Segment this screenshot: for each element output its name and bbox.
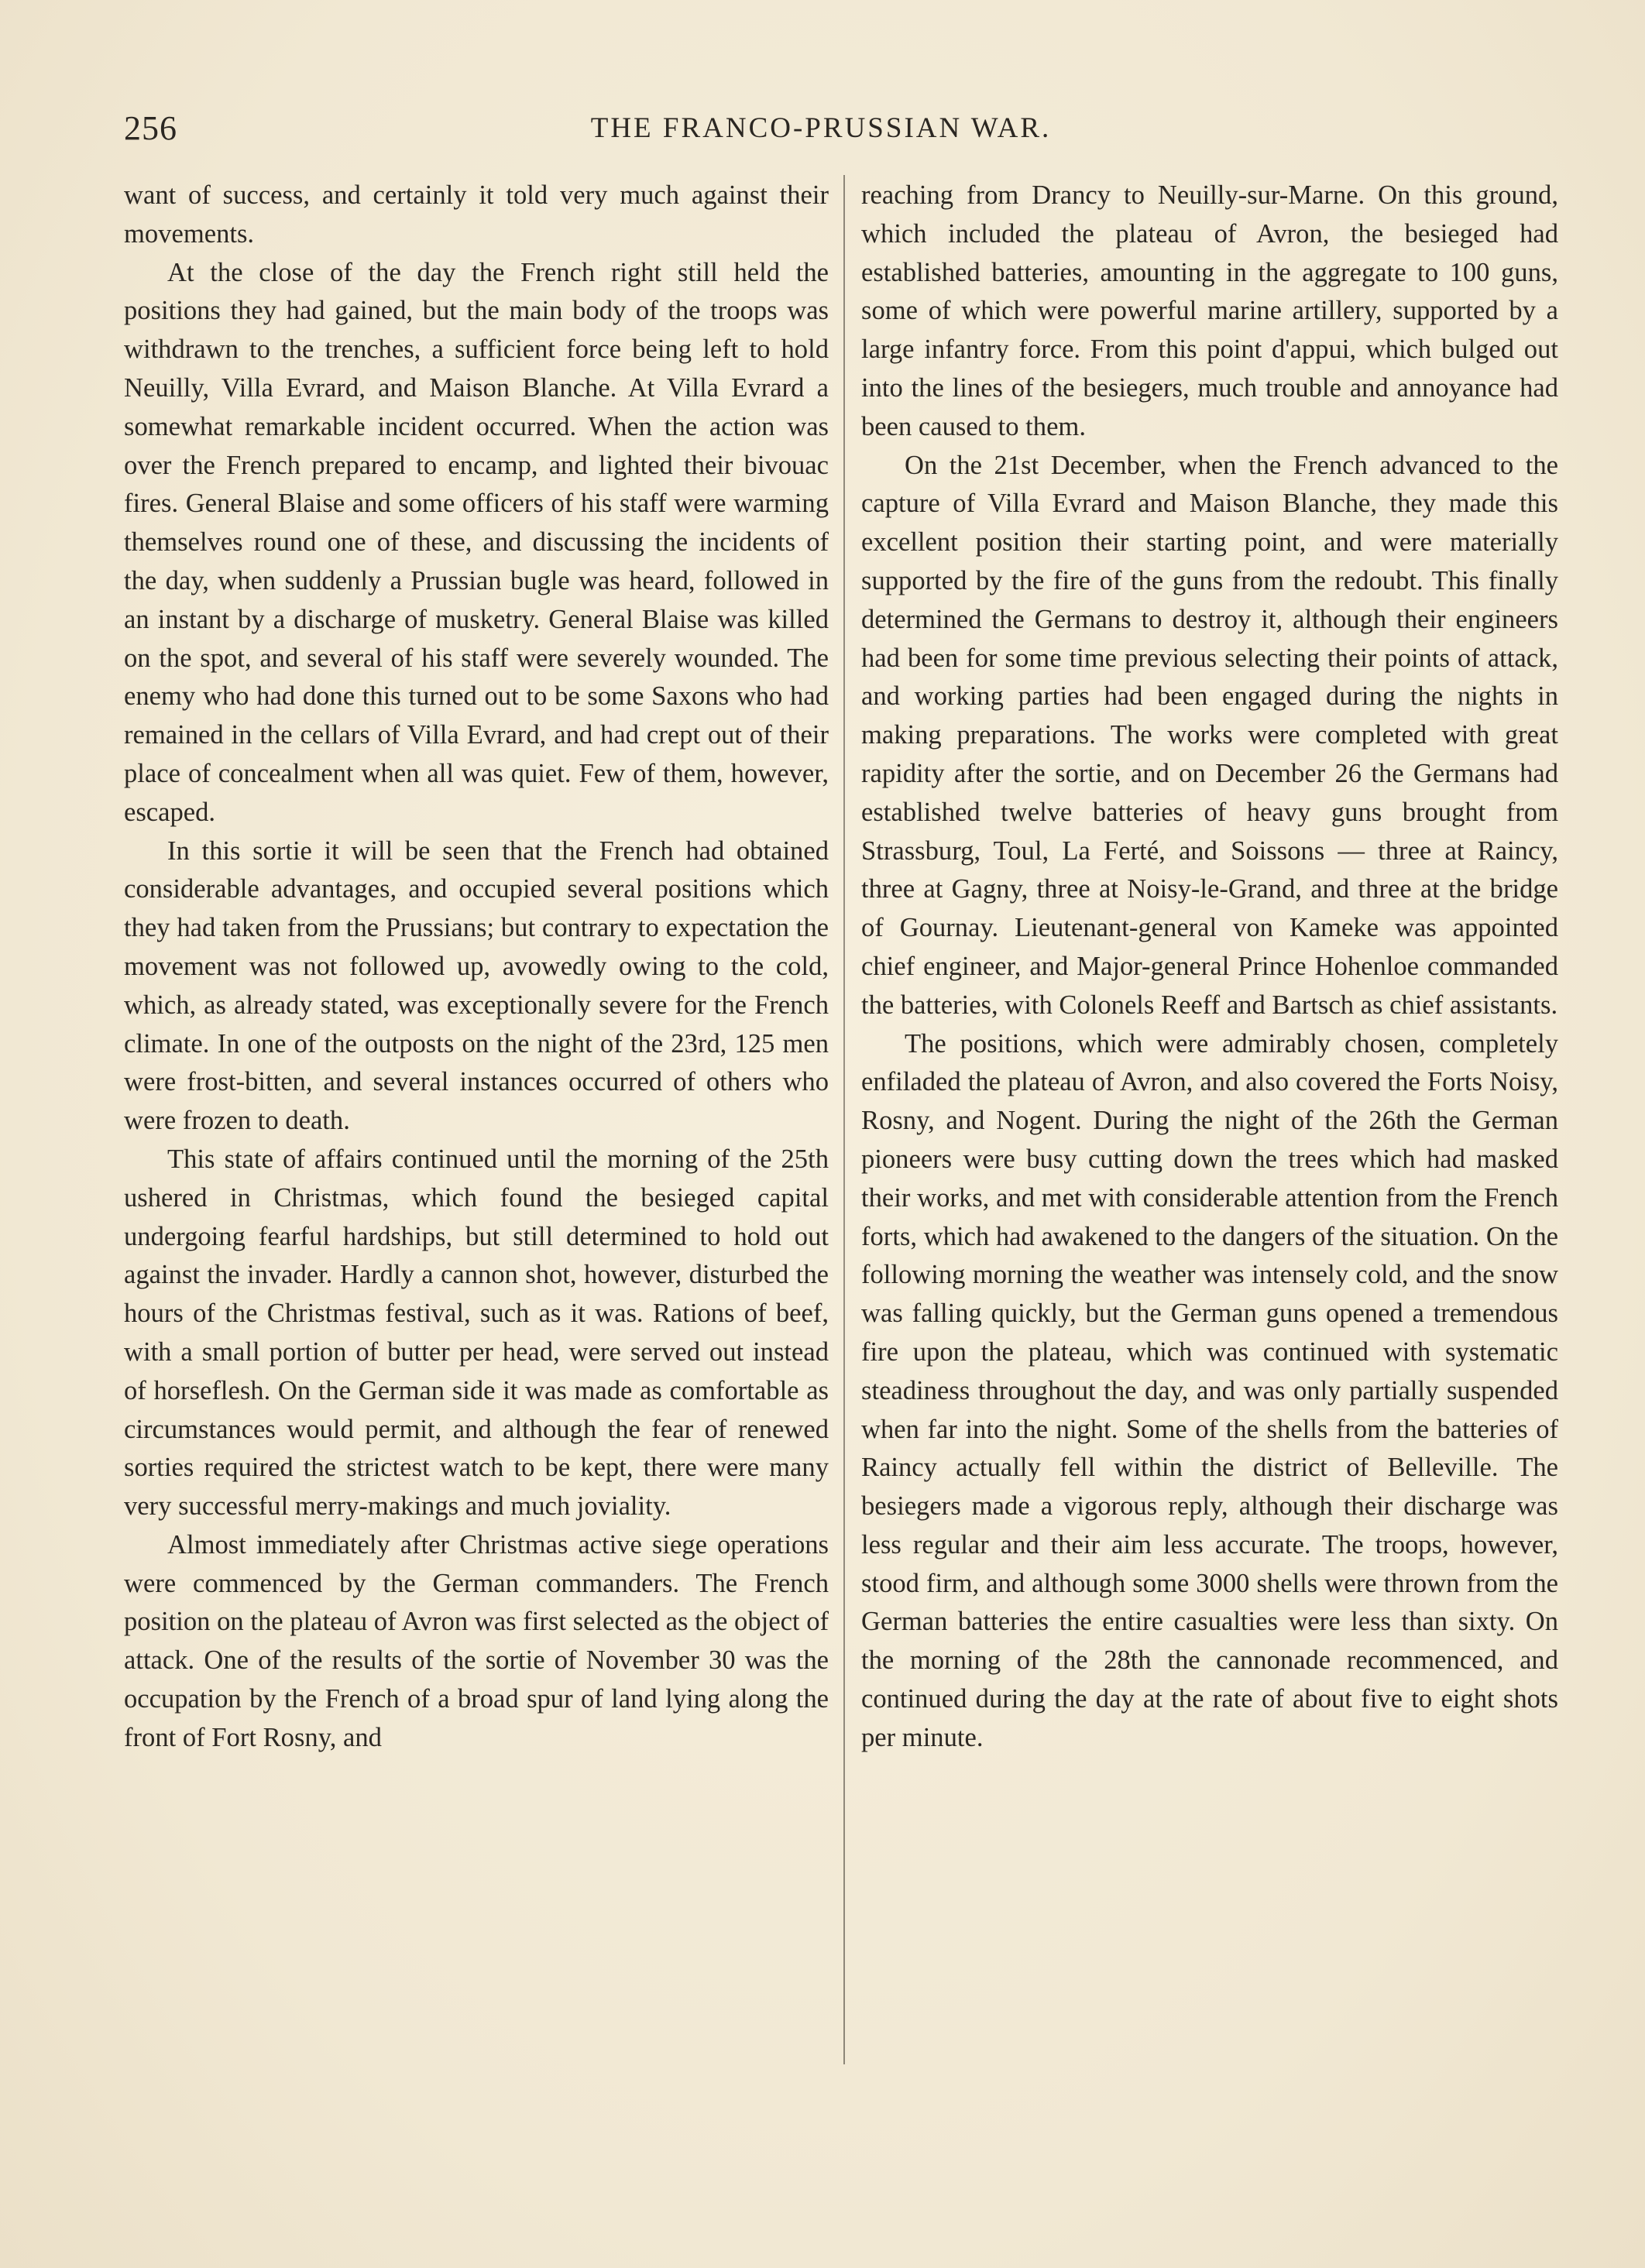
paragraph: The positions, which were admirably chosen, completely enfiladed the plateau of Avron, and also covered the Forts Noisy, Rosny, and Nogent. During the night of the 26th the German pioneers were busy cutting down the trees which had masked their works, and met with considerable attention from the French forts, which had awakened to the dangers of the situation. On the following morning the weather was intensely cold, and the snow was falling quickly, but the German guns opened a tremendous fire upon the plateau, which was continued with systematic steadiness throughout the day, and was only partially suspended when far into the night. Some of the shells from the batteries of Raincy actually fell within the district of Belleville. The besiegers made a vigorous reply, although their discharge was less regular and their aim less accurate. The troops, however, stood firm, and although some 3000 shells were thrown from the German batteries the entire casualties were less than sixty. On the morning of the 28th the cannonade recommenced, and continued during the day at the rate of about five to eight shots per minute. bbox=[861, 1028, 1558, 1752]
paragraph: reaching from Drancy to Neuilly-sur-Marne. On this ground, which included the plateau of Avron, the besieged had established batteries, amounting in the aggregate to 100 guns, some of which were powerful marine artillery, supported by a large infantry force. From this point d'appui, which bulged out into the lines of the besiegers, much trouble and annoyance had been caused to them. bbox=[861, 180, 1558, 441]
paragraph: This state of affairs continued until the morning of the 25th ushered in Christmas, which found the besieged capital undergoing fearful hardships, but still determined to hold out against the invader. Hardly a cannon shot, however, disturbed the hours of the Christmas festival, such as it was. Rations of beef, with a small portion of butter per head, were served out instead of horseflesh. On the German side it was made as comfortable as circumstances would permit, and although the fear of renewed sorties required the strictest watch to be kept, there were many very successful merry-makings and much joviality. bbox=[124, 1144, 829, 1522]
paragraph: At the close of the day the French right still held the positions they had gained, but the main body of the troops was withdrawn to the trenches, a sufficient force being left to hold Neuilly, Villa Evrard, and Maison Blanche. At Villa Evrard a somewhat remarkable incident occurred. When the action was over the French prepared to encamp, and lighted their bivouac fires. General Blaise and some officers of his staff were warming themselves round one of these, and discussing the incidents of the day, when suddenly a Prussian bugle was heard, followed in an instant by a discharge of musketry. General Blaise was killed on the spot, and several of his staff were severely wounded. The enemy who had done this turned out to be some Saxons who had remained in the cellars of Villa Evrard, and had crept out of their place of concealment when all was quiet. Few of them, however, escaped. bbox=[124, 257, 829, 827]
page-number: 256 bbox=[124, 109, 177, 147]
column-divider bbox=[843, 175, 845, 2064]
paragraph: Almost immediately after Christmas active siege operations were commenced by the German commanders. The French position on the plateau of Avron was first selected as the object of attack. One of the results of the sortie of November 30 was the occupation by the French of a broad spur of land lying along the front of Fort Rosny, and bbox=[124, 1529, 829, 1752]
page-header bbox=[124, 108, 1518, 155]
paragraph: In this sortie it will be seen that the French had obtained considerable advantages, and occupied several positions which they had taken from the Prussians; but contrary to expectation the movement was not followed up, avowedly owing to the cold, which, as already stated, was exceptionally severe for the French climate. In one of the outposts on the night of the 23rd, 125 men were frost-bitten, and several instances occurred of others who were frozen to death. bbox=[124, 835, 829, 1136]
left-column bbox=[124, 177, 829, 1758]
running-title: THE FRANCO-PRUSSIAN WAR. bbox=[590, 112, 1052, 144]
paragraph: On the 21st December, when the French advanced to the capture of Villa Evrard and Maison Blanche, they made this excellent position their starting point, and were materially supported by the fire of the guns from the redoubt. This finally determined the Germans to destroy it, although their engineers had been for some time previous selecting their points of attack, and working parties had been engaged during the nights in making preparations. The works were completed with great rapidity after the sortie, and on December 26 the Germans had established twelve batteries of heavy guns brought from Strassburg, Toul, La Ferté, and Soissons — three at Raincy, three at Gagny, three at Noisy-le-Grand, and three at the bridge of Gournay. Lieutenant-general von Kameke was appointed chief engineer, and Major-general Prince Hohenloe commanded the batteries, with Colonels Reeff and Bartsch as chief assistants. bbox=[861, 450, 1558, 1020]
right-column bbox=[861, 177, 1558, 1758]
paragraph: want of success, and certainly it told very much against their movements. bbox=[124, 180, 829, 249]
